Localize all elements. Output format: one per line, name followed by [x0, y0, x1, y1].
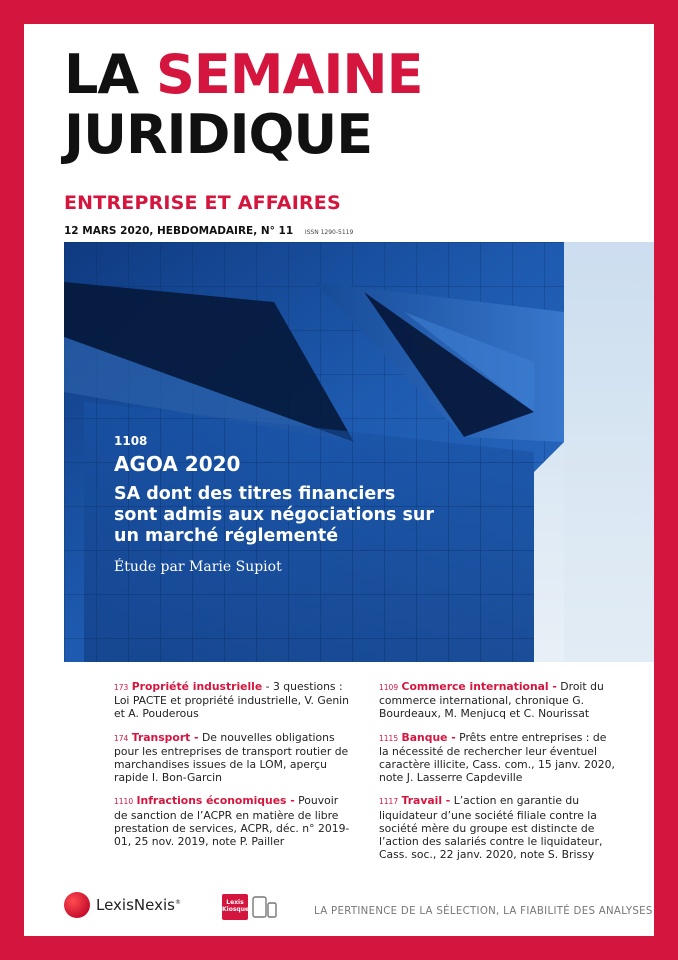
issue-date: 12 MARS 2020, HEBDOMADAIRE, N° 11 — [64, 225, 294, 237]
edition-subtitle: ENTREPRISE ET AFFAIRES — [64, 192, 341, 214]
toc-text: De nouvelles obligations pour les entreprises de transport routier de marchandises issues de la LOM, aperçu rapide I. Bon-Garcin — [114, 730, 349, 785]
devices-icon — [252, 894, 278, 920]
toc-right-column — [379, 680, 619, 871]
lexisnexis-logo[interactable] — [64, 892, 181, 918]
kiosque-line-2: Kiosque — [222, 906, 250, 913]
feature-author: Étude par Marie Supiot — [114, 559, 282, 575]
toc-category: Banque - — [401, 730, 456, 744]
toc-category: Commerce international - — [401, 680, 557, 693]
toc-item[interactable] — [114, 731, 354, 785]
masthead-juridique: JURIDIQUE — [64, 103, 373, 166]
feature-block — [114, 434, 444, 575]
publisher-tagline: LA PERTINENCE DE LA SÉLECTION, LA FIABILITÉ DES ANALYSES — [314, 906, 653, 917]
toc-category: Propriété industrielle — [131, 680, 263, 693]
toc-number: 1117 — [379, 797, 399, 807]
toc-number: 1109 — [379, 683, 399, 692]
toc-text: Prêts entre entreprises : de la nécessité de rechercher leur éventuel caractère illicite, Cass. com., 15 janv. 2020, note J. Lasserre Capdeville — [379, 730, 615, 785]
toc-item[interactable] — [379, 794, 619, 861]
issn: ISSN 1290-5119 — [304, 229, 354, 236]
toc-left-column — [114, 680, 354, 858]
toc-text: L’action en garantie du liquidateur d’une société filiale contre la société mère du groupe est distincte de l’action des salariés contre le liquidateur, Cass. soc., 22 janv. 2020, note S. Brissy — [379, 794, 603, 862]
cover-photo — [64, 242, 654, 662]
toc-category: Transport - — [131, 730, 199, 744]
toc-item[interactable] — [379, 680, 619, 721]
lexisnexis-emblem-icon — [64, 892, 90, 918]
toc-number: 174 — [114, 733, 129, 743]
feature-title: AGOA 2020 — [114, 452, 241, 476]
masthead-la: LA — [64, 43, 139, 106]
toc-text: - 3 questions : Loi PACTE et propriété industrielle, V. Genin et A. Pouderous — [114, 680, 350, 721]
cover-footer — [24, 884, 654, 924]
masthead — [64, 43, 423, 166]
feature-subtitle: SA dont des titres financiers sont admis aux négociations sur un marché réglementé — [114, 484, 434, 546]
lexis-kiosque-badge[interactable] — [222, 894, 278, 920]
cover-page — [24, 24, 654, 936]
toc-text: Pouvoir de sanction de l’ACPR en matière de libre prestation de services, ACPR, déc. n° 2019-01, 25 nov. 2019, note P. Pailler — [114, 794, 350, 849]
toc-item[interactable] — [379, 731, 619, 785]
toc-number: 1110 — [114, 797, 134, 807]
registered-mark-icon: ® — [174, 899, 181, 906]
masthead-line-1 — [64, 43, 423, 106]
toc-category: Travail - — [401, 794, 451, 808]
toc-number: 173 — [114, 683, 129, 692]
toc-item[interactable] — [114, 794, 354, 848]
issue-dateline — [64, 225, 353, 237]
kiosque-icon — [222, 894, 248, 920]
kiosque-line-1: Lexis — [226, 899, 244, 906]
toc-text: Droit du commerce international, chronique G. Bourdeaux, M. Menjucq et C. Nourissat — [379, 680, 604, 721]
masthead-semaine: SEMAINE — [156, 43, 423, 106]
feature-number: 1108 — [114, 434, 148, 448]
toc-category: Infractions économiques - — [136, 794, 295, 808]
publisher-name: LexisNexis — [96, 896, 175, 914]
toc-number: 1115 — [379, 733, 399, 743]
toc-item[interactable] — [114, 680, 354, 721]
